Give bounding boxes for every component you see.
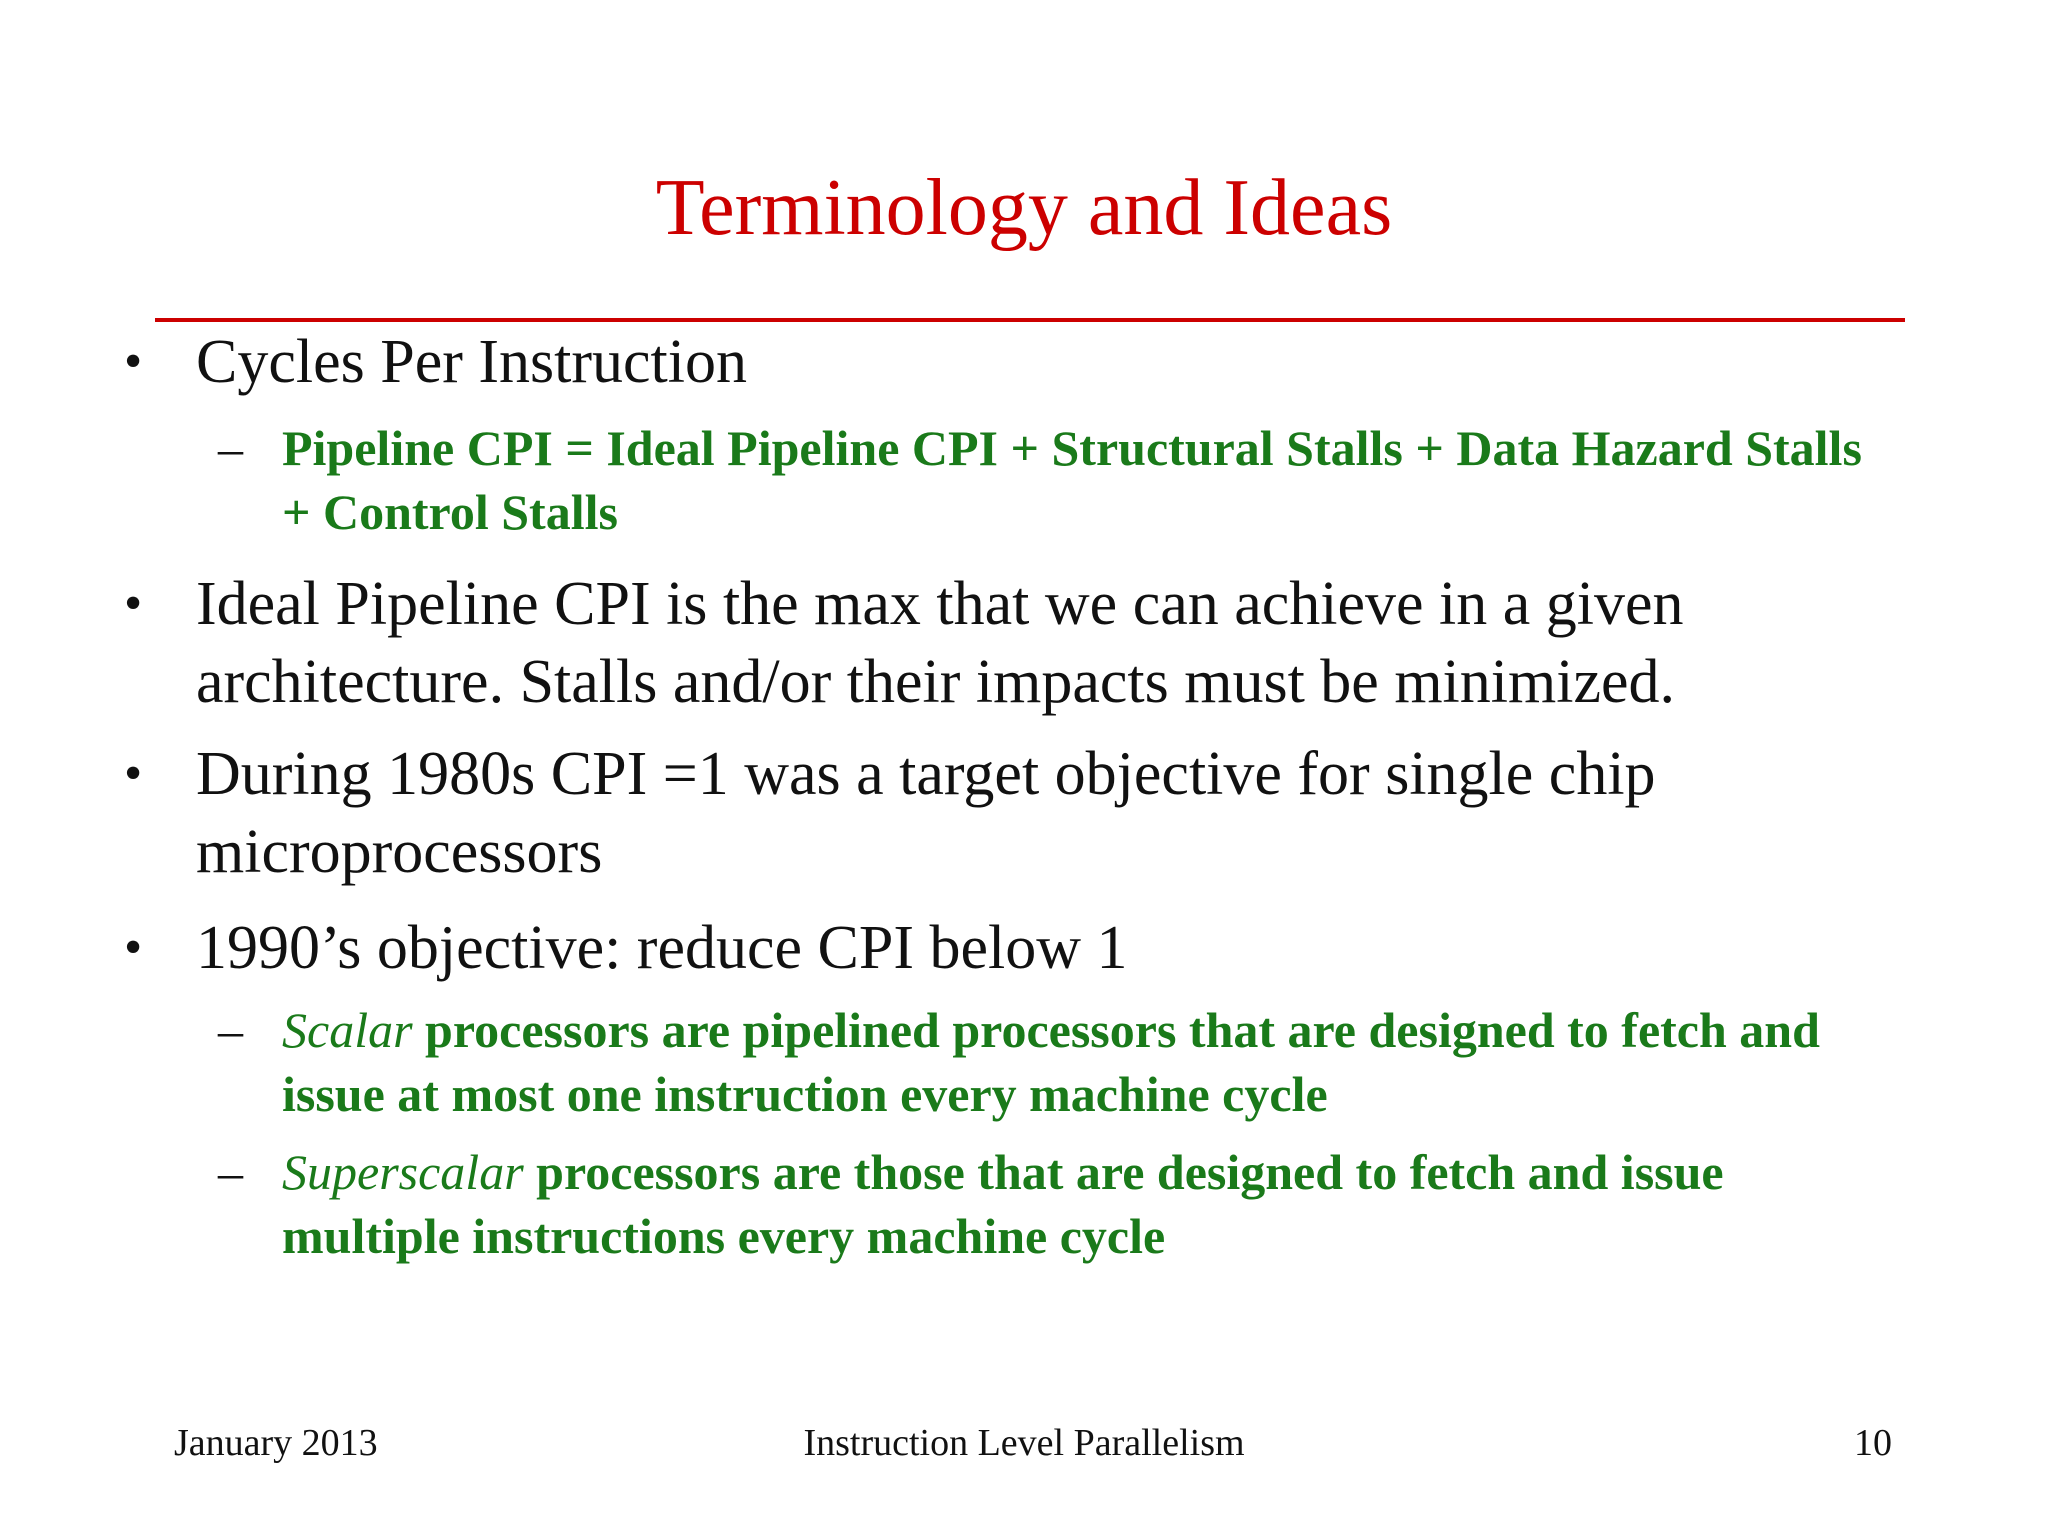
sub-bullet-line-1: Pipeline CPI = Ideal Pipeline CPI + Structural Stalls + Data Hazard Stalls bbox=[282, 420, 1862, 476]
bullet-text: 1990’s objective: reduce CPI below 1 bbox=[196, 914, 1128, 982]
bullet-line-2: architecture. Stalls and/or their impacts must be minimized. bbox=[196, 648, 1675, 716]
bullet-line-1: During 1980s CPI =1 was a target objective for single chip bbox=[196, 740, 1656, 808]
sub-bullet-line-2: + Control Stalls bbox=[282, 484, 618, 540]
term-superscalar: Superscalar bbox=[282, 1144, 524, 1200]
sub-bullet-pipeline-cpi-continued bbox=[282, 480, 2012, 544]
bullet-marker: • bbox=[124, 919, 143, 976]
sub-bullet-line-1: processors are those that are designed to fetch and issue bbox=[523, 1144, 1724, 1200]
bullet-text: Cycles Per Instruction bbox=[196, 328, 748, 396]
footer-date: January 2013 bbox=[174, 1422, 378, 1464]
sub-bullet-pipeline-cpi bbox=[218, 416, 2012, 480]
sub-bullet-marker: – bbox=[218, 420, 243, 476]
sub-bullet-line-2: issue at most one instruction every machine cycle bbox=[282, 1066, 1328, 1122]
bullet-line-1: Ideal Pipeline CPI is the max that we can achieve in a given bbox=[196, 570, 1684, 638]
bullet-ideal-pipeline-cpi-continued bbox=[196, 642, 1896, 722]
bullet-marker: • bbox=[124, 333, 143, 390]
sub-bullet-marker: – bbox=[218, 1144, 243, 1200]
bullet-marker: • bbox=[124, 575, 143, 632]
term-scalar: Scalar bbox=[282, 1002, 413, 1058]
sub-bullet-superscalar bbox=[218, 1140, 2012, 1204]
slide-title: Terminology and Ideas bbox=[655, 164, 1393, 252]
sub-bullet-scalar-continued bbox=[282, 1062, 2012, 1126]
sub-bullet-marker: – bbox=[218, 1002, 243, 1058]
bullet-1980s-objective-continued bbox=[196, 812, 1896, 892]
bullet-cycles-per-instruction bbox=[124, 322, 1896, 402]
bullet-1980s-objective bbox=[124, 734, 1896, 814]
sub-bullet-superscalar-continued bbox=[282, 1204, 2012, 1268]
bullet-1990s-objective bbox=[124, 908, 1896, 988]
bullet-marker: • bbox=[124, 745, 143, 802]
bullet-ideal-pipeline-cpi bbox=[124, 564, 1896, 644]
sub-bullet-line-1: processors are pipelined processors that are designed to fetch and bbox=[412, 1002, 1820, 1058]
sub-bullet-line-2: multiple instructions every machine cycle bbox=[282, 1208, 1166, 1264]
footer-course-title: Instruction Level Parallelism bbox=[803, 1422, 1245, 1464]
bullet-line-2: microprocessors bbox=[196, 818, 603, 886]
sub-bullet-scalar bbox=[218, 998, 2012, 1062]
footer-page-number: 10 bbox=[1854, 1422, 1892, 1464]
